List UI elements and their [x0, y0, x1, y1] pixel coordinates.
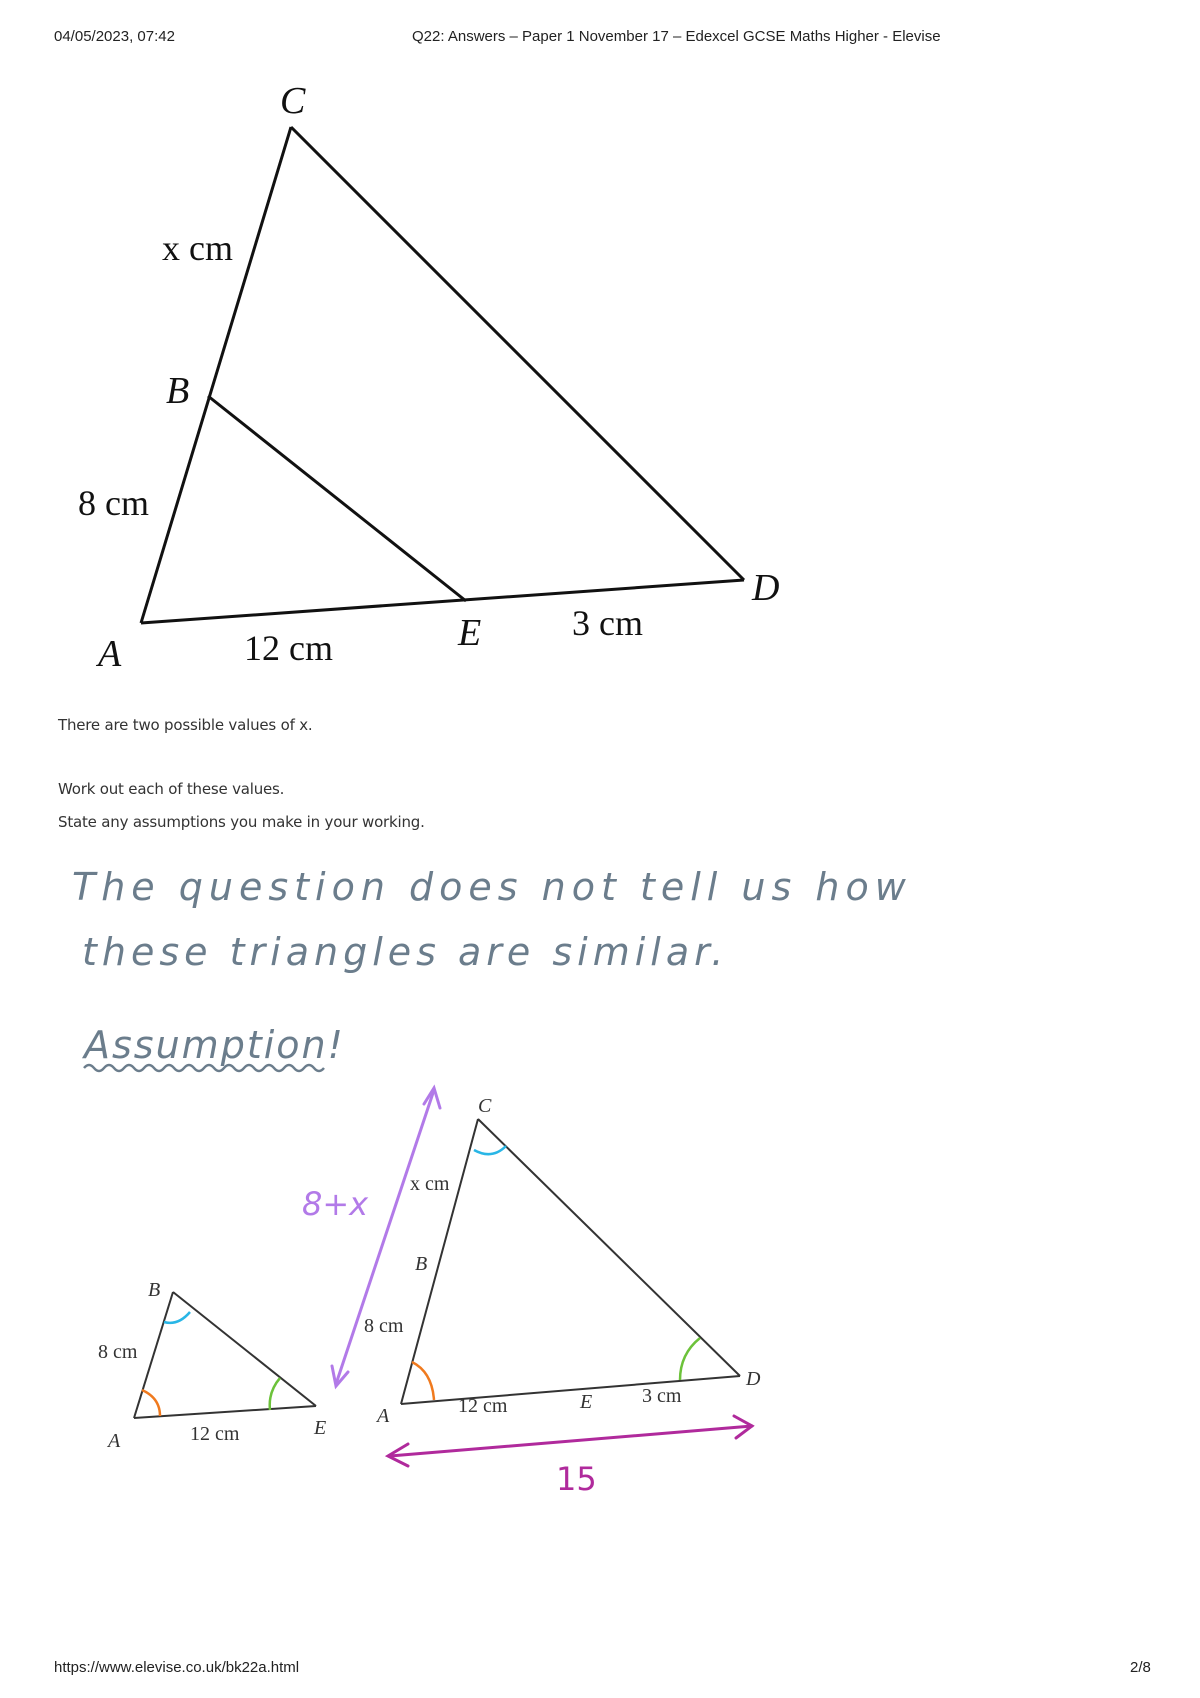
large-vertex-label-A: A	[377, 1405, 390, 1427]
length-label-BA: 8 cm	[78, 483, 149, 523]
question-line-2: Work out each of these values.	[58, 780, 285, 798]
large-vertex-label-E: E	[580, 1391, 593, 1413]
triangle-diagram-small	[134, 1292, 316, 1418]
base-arrow	[388, 1416, 752, 1466]
height-arrow	[332, 1088, 440, 1386]
question-line-1: There are two possible values of x.	[58, 716, 313, 734]
small-side-BE	[173, 1292, 316, 1406]
vertex-label-E: E	[458, 612, 482, 654]
print-datetime: 04/05/2023, 07:42	[54, 28, 175, 45]
small-vertex-label-B: B	[148, 1279, 161, 1301]
small-angle-B-arc	[164, 1312, 190, 1323]
handwritten-note-line-2: these triangles are similar.	[82, 930, 729, 974]
handwritten-assumption-heading: Assumption!	[84, 1023, 345, 1067]
vertex-label-B: B	[166, 370, 190, 412]
side-CD	[291, 127, 744, 580]
height-label-8-plus-x: 8+x	[302, 1185, 369, 1223]
small-side-AE	[134, 1406, 316, 1418]
triangle-diagram-main	[141, 127, 744, 623]
question-line-3: State any assumptions you make in your working.	[58, 813, 425, 831]
large-angle-C-arc	[474, 1146, 506, 1154]
triangle-diagram-large	[401, 1119, 740, 1404]
large-length-label-ED: 3 cm	[642, 1385, 682, 1407]
length-label-ED: 3 cm	[572, 603, 643, 643]
vertex-label-D: D	[752, 567, 780, 609]
large-length-label-BA: 8 cm	[364, 1315, 404, 1337]
side-BE	[208, 396, 466, 601]
length-label-CB: x cm	[162, 228, 233, 268]
side-AD	[141, 580, 744, 623]
print-page-number: 2/8	[1130, 1659, 1151, 1676]
small-vertex-label-E: E	[314, 1417, 327, 1439]
small-angle-E-arc	[270, 1378, 280, 1410]
large-vertex-label-B: B	[415, 1253, 428, 1275]
large-side-AD	[401, 1376, 740, 1404]
print-page-title: Q22: Answers – Paper 1 November 17 – Edexcel GCSE Maths Higher - Elevise	[412, 28, 941, 45]
small-vertex-label-A: A	[108, 1430, 121, 1452]
large-length-label-AE: 12 cm	[458, 1395, 508, 1417]
handwritten-note-line-1: The question does not tell us how	[72, 865, 912, 909]
length-label-AE: 12 cm	[244, 628, 333, 668]
small-angle-A-arc	[142, 1390, 160, 1416]
vertex-label-A: A	[98, 633, 122, 675]
large-length-label-CB: x cm	[410, 1173, 450, 1195]
large-angle-A-arc	[412, 1362, 434, 1400]
vertex-label-C: C	[280, 80, 306, 122]
small-length-label-BA: 8 cm	[98, 1341, 138, 1363]
large-side-CD	[478, 1119, 740, 1376]
side-AC	[141, 127, 291, 623]
small-length-label-AE: 12 cm	[190, 1423, 240, 1445]
large-angle-D-arc	[680, 1338, 700, 1380]
print-url[interactable]: https://www.elevise.co.uk/bk22a.html	[54, 1659, 300, 1676]
large-vertex-label-C: C	[478, 1095, 492, 1117]
base-label-15: 15	[556, 1460, 597, 1498]
large-vertex-label-D: D	[746, 1368, 761, 1390]
